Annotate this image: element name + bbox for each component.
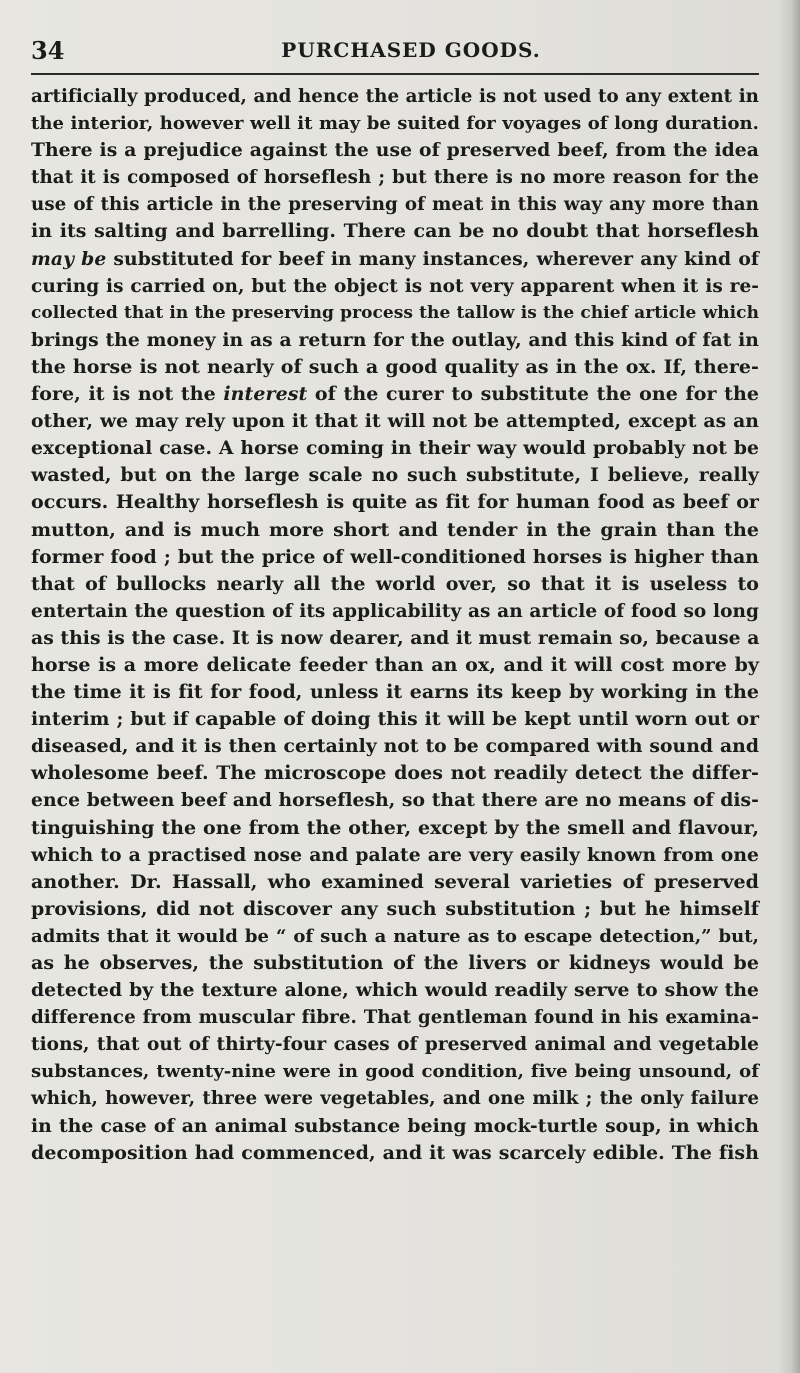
text-line: provisions, did not discover any such substitution ; but he himself	[31, 897, 759, 920]
header-rule	[31, 73, 759, 75]
text-line: brings the money in as a return for the outlay, and this kind of fat in	[31, 328, 759, 351]
text-line: former food ; but the price of well-conditioned horses is higher than	[31, 545, 759, 568]
text-line: mutton, and is much more short and tender in the grain than the	[31, 518, 759, 541]
text-line: decomposition had commenced, and it was scarcely edible. The fish	[31, 1141, 759, 1164]
text-line: in its salting and barrelling. There can be no doubt that horseflesh	[31, 220, 759, 243]
text-line: tions, that out of thirty-four cases of preserved animal and vegetable	[31, 1034, 759, 1056]
italic-word: interest	[223, 383, 308, 406]
text-line: use of this article in the preserving of meat in this way any more than	[31, 194, 759, 216]
text-line: artificially produced, and hence the article is not used to any extent in	[31, 86, 759, 107]
text-line: wholesome beef. The microscope does not readily detect the differ-	[31, 762, 759, 785]
text-line: curing is carried on, but the object is not very apparent when it is re-	[31, 275, 759, 297]
page-header	[31, 36, 761, 70]
text-line: substances, twenty-nine were in good condition, five being unsound, of	[31, 1061, 759, 1083]
text-line: which to a practised nose and palate are very easily known from one	[31, 843, 759, 866]
text-line	[31, 246, 759, 273]
text-line: tinguishing the one from the other, except by the smell and flavour,	[31, 816, 759, 839]
page-edge-shadow	[778, 0, 800, 1373]
text-line: detected by the texture alone, which would readily serve to show the	[31, 979, 759, 1002]
text-line: occurs. Healthy horseflesh is quite as fit for human food as beef or	[31, 491, 759, 514]
text-line: ence between beef and horseflesh, so that there are no means of dis-	[31, 789, 759, 812]
text-line: the horse is not nearly of such a good quality as in the ox. If, there-	[31, 355, 759, 378]
body-text	[31, 83, 769, 1167]
italic-phrase: may be	[31, 247, 107, 270]
text-line: wasted, but on the large scale no such substitute, I believe, really	[31, 464, 759, 487]
text-line: in the case of an animal substance being mock-turtle soup, in which	[31, 1114, 759, 1137]
text-span: of the curer to substitute the one for the	[307, 383, 759, 406]
text-span: fore, it is not the	[31, 383, 224, 406]
text-line: that it is composed of horseflesh ; but there is no more reason for the	[31, 167, 759, 189]
text-line	[31, 381, 759, 408]
text-line: the time it is fit for food, unless it earns its keep by working in the	[31, 681, 759, 704]
text-line: which, however, three were vegetables, and one milk ; the only failure	[31, 1088, 759, 1110]
text-line: interim ; but if capable of doing this it will be kept until worn out or	[31, 708, 759, 731]
text-line: horse is a more delicate feeder than an ox, and it will cost more by	[31, 653, 759, 676]
text-line: as he observes, the substitution of the livers or kidneys would be	[31, 952, 759, 974]
text-line: another. Dr. Hassall, who examined several varieties of preserved	[31, 870, 759, 893]
text-span: substituted for beef in many instances, wherever any kind of	[106, 247, 759, 270]
text-line: exceptional case. A horse coming in their way would probably not be	[31, 437, 759, 460]
text-line: collected that in the preserving process the tallow is the chief article which	[31, 302, 759, 323]
page-number: 34	[31, 36, 65, 65]
text-line: admits that it would be “ of such a nature as to escape detection,” but,	[31, 925, 759, 947]
text-line: There is a prejudice against the use of preserved beef, from the idea	[31, 139, 759, 162]
text-line: diseased, and it is then certainly not to be compared with sound and	[31, 735, 759, 758]
text-line: the interior, however well it may be suited for voyages of long duration.	[31, 113, 759, 135]
text-line: as this is the case. It is now dearer, and it must remain so, because a	[31, 626, 760, 649]
text-line: entertain the question of its applicability as an article of food so long	[31, 600, 759, 622]
text-line: that of bullocks nearly all the world over, so that it is useless to	[31, 572, 759, 595]
text-line: difference from muscular fibre. That gentleman found in his examina-	[31, 1007, 759, 1029]
text-line: other, we may rely upon it that it will not be attempted, except as an	[31, 410, 759, 433]
running-title: PURCHASED GOODS.	[281, 38, 541, 62]
